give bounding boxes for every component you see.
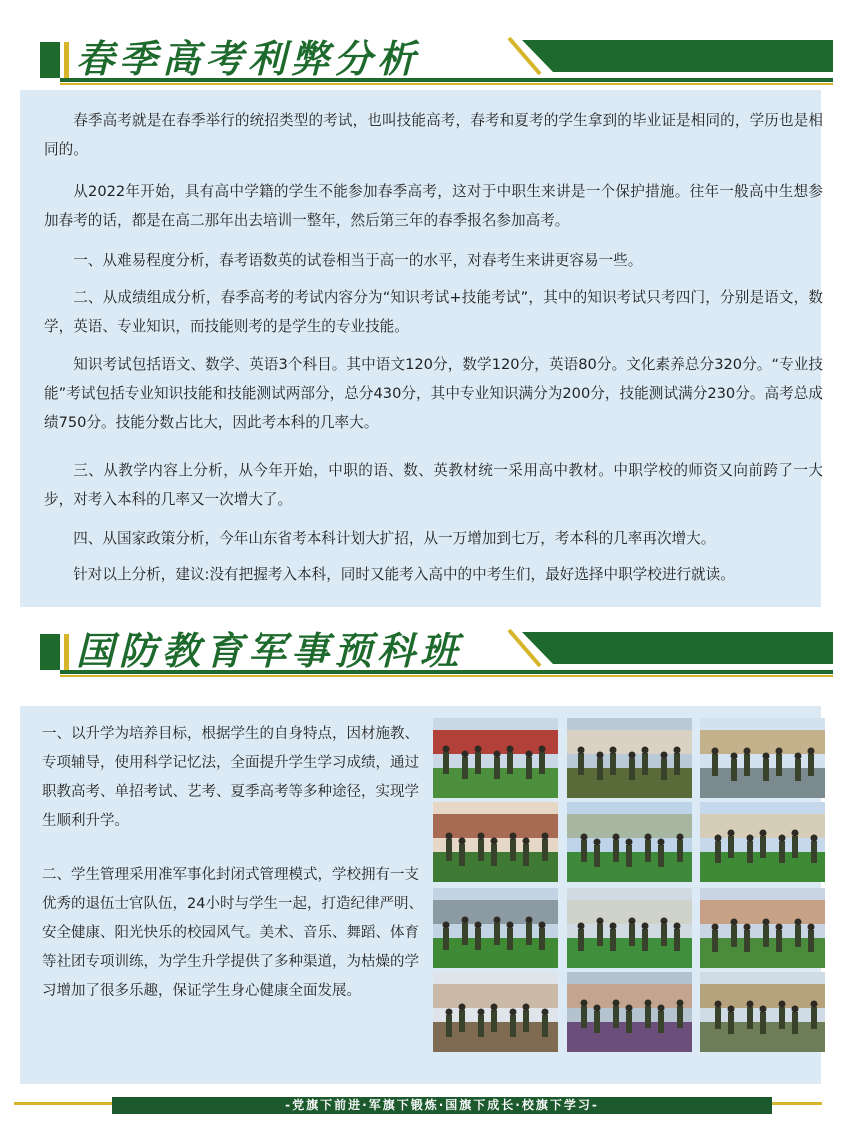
- photo-12: [700, 972, 825, 1052]
- section1-paragraph: 从2022年开始，具有高中学籍的学生不能参加春季高考，这对于中职生来讲是一个保护措施。往年一般高中生想参加春考的话，都是在高二那年出去培训一整年，然后第三年的春季报名参加高考。: [44, 183, 823, 229]
- photo-6: [700, 802, 825, 882]
- photo-9: [700, 888, 825, 968]
- section2-paragraph: 一、以升学为培养目标，根据学生的自身特点，因材施教、专项辅导，使用科学记忆法，全面提升学生学习成绩，通过职教高考、单招考试、艺考、夏季高考等多种途径，实现学生顺利升学。: [42, 726, 419, 829]
- section1-paragraph: 针对以上分析，建议:没有把握考入本科，同时又能考入高中的中考生们，最好选择中职学校进行就读。: [73, 566, 735, 583]
- section1-paragraph: 四、从国家政策分析，今年山东省考本科计划大扩招，从一万增加到七万，考本科的几率再次增大。: [73, 530, 716, 547]
- section1-paragraph: 一、从难易程度分析，春考语数英的试卷相当于高一的水平，对春考生来讲更容易一些。: [73, 252, 643, 269]
- section1-paragraph: 春季高考就是在春季举行的统招类型的考试，也叫技能高考，春考和夏考的学生拿到的毕业证是相同的，学历也是相同的。: [44, 112, 823, 158]
- section1-paragraph: 知识考试包括语文、数学、英语3个科目。其中语文120分，数学120分，英语80分。文化素养总分320分。“专业技能”考试包括专业知识技能和技能测试两部分，总分430分，其中专业知识满分为200分，技能测试满分230分。高考总成绩750分。技能分数占比大，因此考本科的几率大。: [44, 356, 823, 431]
- photo-4: [433, 802, 558, 882]
- footer-slogan: -党旗下前进·军旗下锻炼·国旗下成长·校旗下学习-: [112, 1097, 772, 1114]
- photo-2: [567, 718, 692, 798]
- section2-title: 国防教育军事预科班: [76, 628, 464, 673]
- photo-8: [567, 888, 692, 968]
- photo-1: [433, 718, 558, 798]
- section2-paragraph: 二、学生管理采用准军事化封闭式管理模式，学校拥有一支优秀的退伍士官队伍，24小时与学生一起，打造纪律严明、安全健康、阳光快乐的校园风气。美术、音乐、舞蹈、体育等社团专项训练，为学生升学提供了多种渠道，为枯燥的学习增加了很多乐趣，保证学生身心健康全面发展。: [42, 867, 423, 999]
- section1-paragraph: 三、从教学内容上分析，从今年开始，中职的语、数、英教材统一采用高中教材。中职学校的师资又向前跨了一大步，对考入本科的几率又一次增大了。: [44, 462, 823, 508]
- section1-banner: [0, 36, 845, 96]
- photo-11: [567, 972, 692, 1052]
- section1-title: 春季高考利弊分析: [76, 36, 421, 81]
- photo-5: [567, 802, 692, 882]
- photo-7: [433, 888, 558, 968]
- photo-10: [433, 972, 558, 1052]
- section1-paragraph: 二、从成绩组成分析，春季高考的考试内容分为“知识考试+技能考试”，其中的知识考试只考四门，分别是语文，数学，英语、专业知识，而技能则考的是学生的专业技能。: [44, 289, 823, 335]
- section2-banner: [0, 628, 845, 688]
- photo-3: [700, 718, 825, 798]
